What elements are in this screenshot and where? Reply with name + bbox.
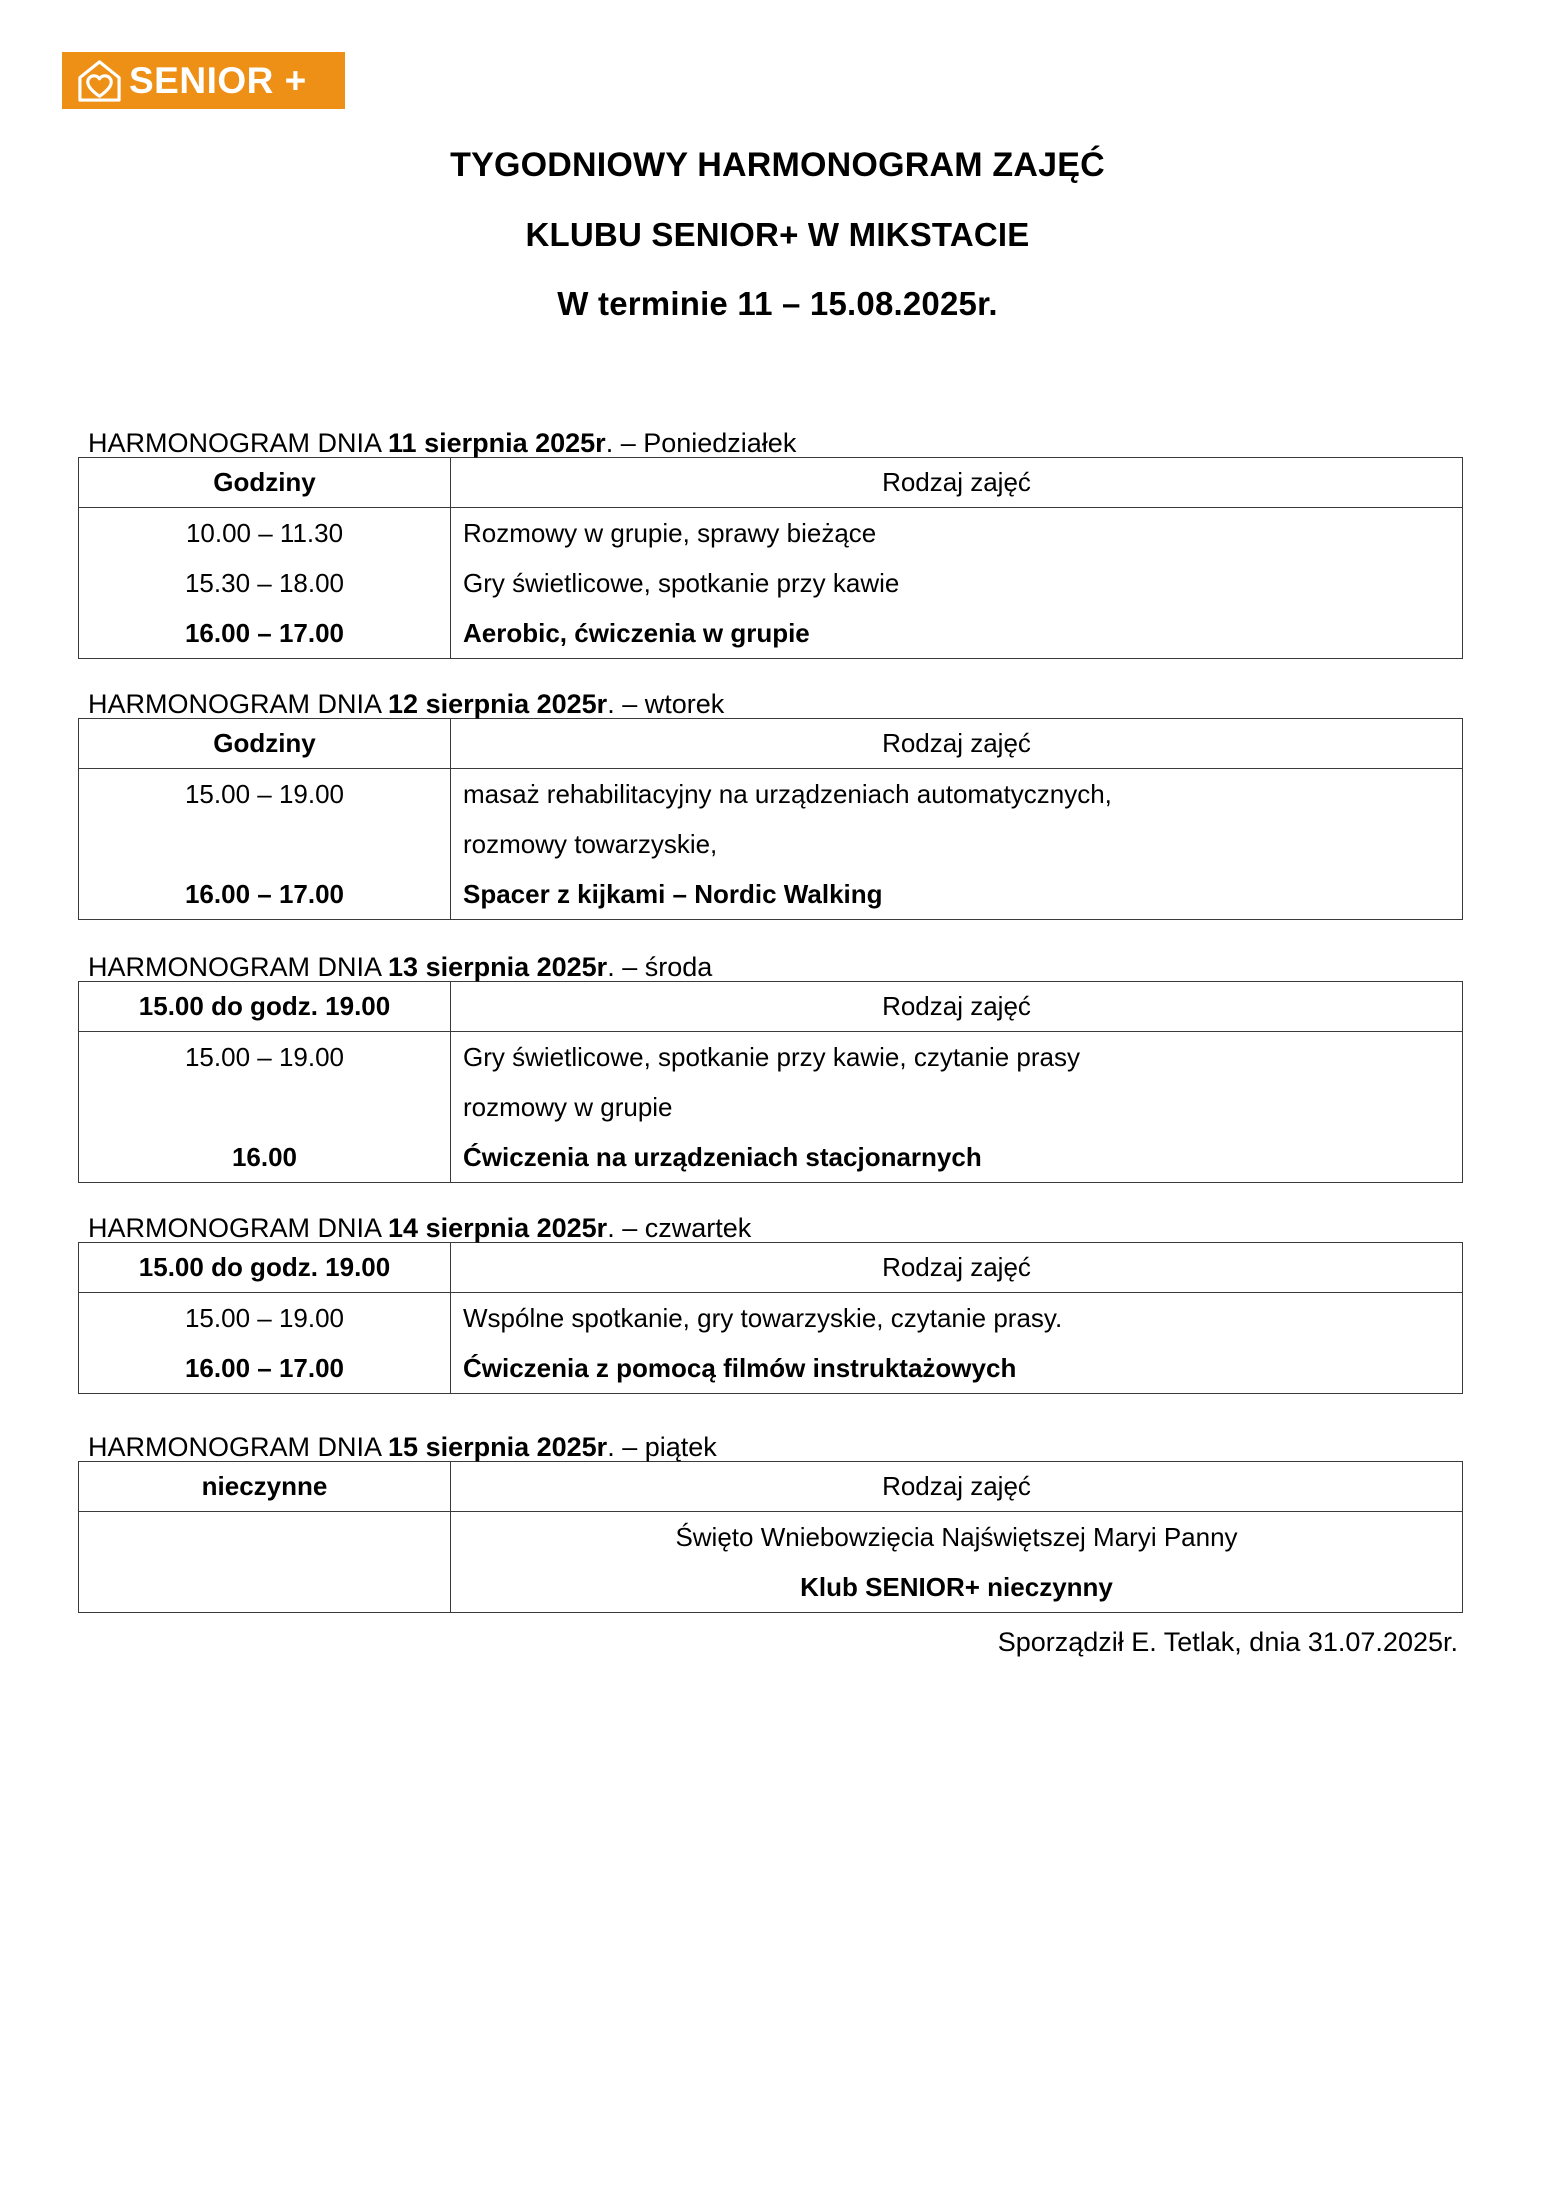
schedule-table	[78, 981, 1463, 1183]
logo-text: SENIOR +	[129, 60, 307, 101]
schedule-table	[78, 457, 1463, 659]
day-block	[0, 430, 1555, 659]
column-header-activity	[451, 1243, 1463, 1293]
column-header-activity-label: Rodzaj zajęć	[882, 991, 1031, 1021]
senior-plus-logo	[62, 52, 345, 109]
schedule-table	[78, 718, 1463, 920]
cell-activity	[451, 1032, 1463, 1183]
column-header-activity-label: Rodzaj zajęć	[882, 1471, 1031, 1501]
activity-line: Rozmowy w grupie, sprawy bieżące	[463, 518, 877, 548]
day-heading-suffix: . – Poniedziałek	[605, 428, 797, 458]
cell-time	[79, 1032, 451, 1183]
day-heading-date: 11 sierpnia 2025r	[388, 428, 606, 458]
column-header-time	[79, 1243, 451, 1293]
day-heading-date: 12 sierpnia 2025r	[388, 689, 608, 719]
table-header-row	[79, 458, 1463, 508]
schedule-sections	[0, 430, 1555, 1656]
footer-signature: Sporządził E. Tetlak, dnia 31.07.2025r.	[997, 1627, 1458, 1657]
time-line: 16.00 – 17.00	[184, 1353, 345, 1383]
document-title-block	[0, 148, 1555, 320]
table-row	[79, 769, 1463, 920]
table-row	[79, 1032, 1463, 1183]
activity-line: Gry świetlicowe, spotkanie przy kawie	[463, 568, 900, 598]
day-heading-date: 13 sierpnia 2025r	[388, 952, 608, 982]
column-header-time	[79, 1462, 451, 1512]
cell-activity	[451, 769, 1463, 920]
cell-activity	[451, 1512, 1463, 1613]
activity-line: Gry świetlicowe, spotkanie przy kawie, czytanie prasy	[463, 1042, 1081, 1072]
column-header-time	[79, 982, 451, 1032]
house-heart-icon	[76, 57, 123, 104]
time-line: 15.00 – 19.00	[184, 1042, 345, 1072]
day-heading-prefix: HARMONOGRAM DNIA	[88, 689, 389, 719]
time-line: 15.30 – 18.00	[184, 568, 345, 598]
column-header-activity-label: Rodzaj zajęć	[882, 1252, 1031, 1282]
day-block	[0, 1434, 1555, 1613]
activity-line: masaż rehabilitacyjny na urządzeniach automatycznych,	[463, 779, 1112, 809]
activity-line: rozmowy w grupie	[463, 1092, 673, 1122]
day-heading	[0, 1434, 1555, 1461]
column-header-time-label: Godziny	[213, 728, 316, 758]
page-title-line-2: KLUBU SENIOR+ W MIKSTACIE	[525, 216, 1030, 253]
column-header-activity	[451, 458, 1463, 508]
day-heading-prefix: HARMONOGRAM DNIA	[88, 1213, 389, 1243]
day-heading	[0, 1215, 1555, 1242]
table-header-row	[79, 982, 1463, 1032]
cell-time	[79, 1512, 451, 1613]
column-header-activity-label: Rodzaj zajęć	[882, 467, 1031, 497]
column-header-activity	[451, 982, 1463, 1032]
time-line: 16.00 – 17.00	[184, 618, 345, 648]
table-header-row	[79, 1243, 1463, 1293]
activity-line: Ćwiczenia z pomocą filmów instruktażowych	[463, 1353, 1017, 1383]
day-heading	[0, 691, 1555, 718]
time-line: 10.00 – 11.30	[185, 518, 344, 548]
cell-time	[79, 508, 451, 659]
day-heading-prefix: HARMONOGRAM DNIA	[88, 952, 389, 982]
table-row	[79, 1293, 1463, 1394]
time-line: 16.00 – 17.00	[184, 879, 345, 909]
cell-time	[79, 1293, 451, 1394]
column-header-time-label: nieczynne	[201, 1471, 328, 1501]
day-heading-prefix: HARMONOGRAM DNIA	[88, 428, 389, 458]
activity-line: Spacer z kijkami – Nordic Walking	[463, 879, 883, 909]
table-row	[79, 508, 1463, 659]
page-title-line-1: TYGODNIOWY HARMONOGRAM ZAJĘĆ	[450, 146, 1105, 184]
activity-line: Aerobic, ćwiczenia w grupie	[463, 618, 810, 648]
day-heading	[0, 954, 1555, 981]
day-heading-date: 15 sierpnia 2025r	[388, 1432, 608, 1462]
cell-activity	[451, 1293, 1463, 1394]
column-header-time	[79, 458, 451, 508]
column-header-time-label: Godziny	[213, 467, 316, 497]
time-line: 15.00 – 19.00	[184, 779, 345, 809]
column-header-time-label: 15.00 do godz. 19.00	[138, 991, 391, 1021]
column-header-activity	[451, 719, 1463, 769]
activity-line: Wspólne spotkanie, gry towarzyskie, czytanie prasy.	[463, 1303, 1063, 1333]
column-header-time-label: 15.00 do godz. 19.00	[138, 1252, 391, 1282]
column-header-activity-label: Rodzaj zajęć	[882, 728, 1031, 758]
page-title-line-3: W terminie 11 – 15.08.2025r.	[557, 285, 998, 322]
activity-line: Ćwiczenia na urządzeniach stacjonarnych	[463, 1142, 982, 1172]
schedule-table	[78, 1461, 1463, 1613]
day-heading-suffix: . – piątek	[607, 1432, 717, 1462]
cell-time	[79, 769, 451, 920]
day-block	[0, 691, 1555, 920]
column-header-activity	[451, 1462, 1463, 1512]
cell-activity	[451, 508, 1463, 659]
activity-line: Święto Wniebowzięcia Najświętszej Maryi Panny	[675, 1522, 1238, 1552]
time-line: 15.00 – 19.00	[184, 1303, 345, 1333]
day-heading-prefix: HARMONOGRAM DNIA	[88, 1432, 389, 1462]
activity-line: rozmowy towarzyskie,	[463, 829, 718, 859]
table-header-row	[79, 1462, 1463, 1512]
schedule-table	[78, 1242, 1463, 1394]
table-row	[79, 1512, 1463, 1613]
time-line: 16.00	[231, 1142, 298, 1172]
day-heading	[0, 430, 1555, 457]
day-heading-suffix: . – środa	[607, 952, 713, 982]
table-header-row	[79, 719, 1463, 769]
day-block	[0, 1215, 1555, 1394]
column-header-time	[79, 719, 451, 769]
day-heading-date: 14 sierpnia 2025r	[388, 1213, 608, 1243]
day-heading-suffix: . – czwartek	[607, 1213, 752, 1243]
day-heading-suffix: . – wtorek	[607, 689, 725, 719]
activity-line: Klub SENIOR+ nieczynny	[800, 1572, 1113, 1602]
day-block	[0, 954, 1555, 1183]
